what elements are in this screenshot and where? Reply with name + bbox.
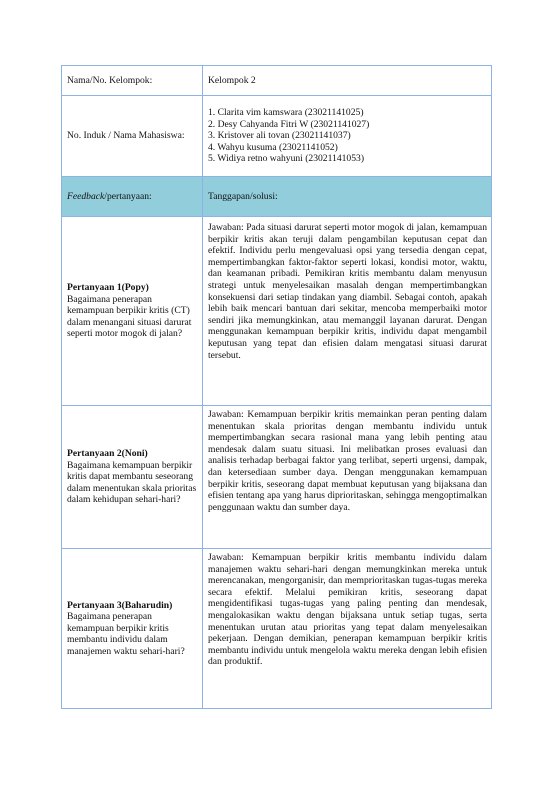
group-label: Nama/No. Kelompok: (62, 66, 203, 96)
feedback-table (61, 65, 492, 709)
question-text: Bagaimana penerapan kemampuan berpikir kritis membantu individu dalam manajemen waktu sehari-hari? (67, 611, 185, 657)
question-cell (62, 217, 203, 406)
header-row (62, 177, 492, 217)
member-item: 2. Desy Cahyanda Fitri W (23021141027) (208, 118, 370, 130)
group-row (62, 66, 492, 96)
members-label: No. Induk / Nama Mahasiswa: (62, 96, 203, 177)
answer-cell: Jawaban: Pada situasi darurat seperti motor mogok di jalan, kemampuan berpikir kritis akan teruji dalam pengambilan keputusan cepat dan efektif. Individu perlu mengevaluasi opsi yang tersedia dengan cepat, mempertimbangkan faktor-faktor seperti lokasi, kondisi motor, waktu, dan keamanan pribadi. Pemikiran kritis membantu dalam menyusun strategi untuk menyelesaikan masalah dengan mempertimbangkan konsekuensi dari setiap tindakan yang diambil. Sebagai contoh, apakah lebih baik mencari bantuan dari sekitar, mencoba memperbaiki motor sendiri jika memungkinkan, atau memanggil layanan darurat. Dengan menggunakan kemampuan berpikir kritis, individu dapat mengambil keputusan yang tepat dan efisien dalam mengatasi situasi darurat tersebut. (203, 217, 492, 406)
question-row (62, 549, 492, 709)
header-feedback (62, 177, 203, 217)
question-title: Pertanyaan 1(Popy) (67, 282, 149, 294)
question-text: Bagaimana kemampuan berpikir kritis dapat membantu seseorang dalam menentukan skala prioritas dalam kehidupan sehari-hari? (67, 459, 197, 506)
member-item: 5. Widiya retno wahyuni (23021141053) (208, 153, 365, 165)
question-text: Bagaimana penerapan kemampuan berpikir kritis (CT) dalam menangani situasi darurat seperti motor mogok di jalan? (67, 293, 192, 340)
document-page (61, 65, 492, 709)
question-cell (62, 406, 203, 549)
header-feedback-italic: Feedback (67, 190, 105, 202)
header-response: Tanggapan/solusi: (203, 177, 492, 217)
question-row (62, 406, 492, 549)
member-item: 1. Clarita vim kamswara (23021141025) (208, 107, 364, 119)
question-cell (62, 549, 203, 709)
question-row (62, 217, 492, 406)
member-item: 3. Kristover ali tovan (23021141037) (208, 130, 351, 142)
group-value: Kelompok 2 (203, 66, 492, 96)
members-list (203, 96, 492, 177)
answer-cell: Jawaban: Kemampuan berpikir kritis memainkan peran penting dalam menentukan skala prioritas dengan membantu individu untuk mempertimbangkan secara rasional mana yang lebih penting atau mendesak dalam suatu situasi. Ini melibatkan proses evaluasi dan analisis terhadap berbagai faktor yang terlibat, seperti urgensi, dampak, dan ketersediaan sumber daya. Dengan menggunakan kemampuan berpikir kritis, seseorang dapat membuat keputusan yang bijaksana dan efisien tentang apa yang harus diprioritaskan, sehingga mengoptimalkan penggunaan waktu dan sumber daya. (203, 406, 492, 549)
header-feedback-rest: /pertanyaan: (104, 190, 152, 202)
question-title: Pertanyaan 2(Noni) (67, 448, 148, 460)
question-title: Pertanyaan 3(Baharudin) (67, 599, 173, 611)
member-item: 4. Wahyu kusuma (23021141052) (208, 141, 338, 153)
members-row (62, 96, 492, 177)
answer-cell: Jawaban: Kemampuan berpikir kritis membantu individu dalam manajemen waktu sehari-hari dengan memungkinkan mereka untuk merencanakan, mengorganisir, dan memprioritaskan tugas-tugas mereka secara efektif. Melalui pemikiran kritis, seseorang dapat mengidentifikasi tugas-tugas yang paling penting dan mendesak, mengalokasikan waktu dengan bijaksana untuk setiap tugas, serta menentukan urutan atau prioritas yang tepat dalam menyelesaikan pekerjaan. Dengan demikian, penerapan kemampuan berpikir kritis membantu individu untuk mengelola waktu mereka dengan lebih efisien dan produktif. (203, 549, 492, 709)
